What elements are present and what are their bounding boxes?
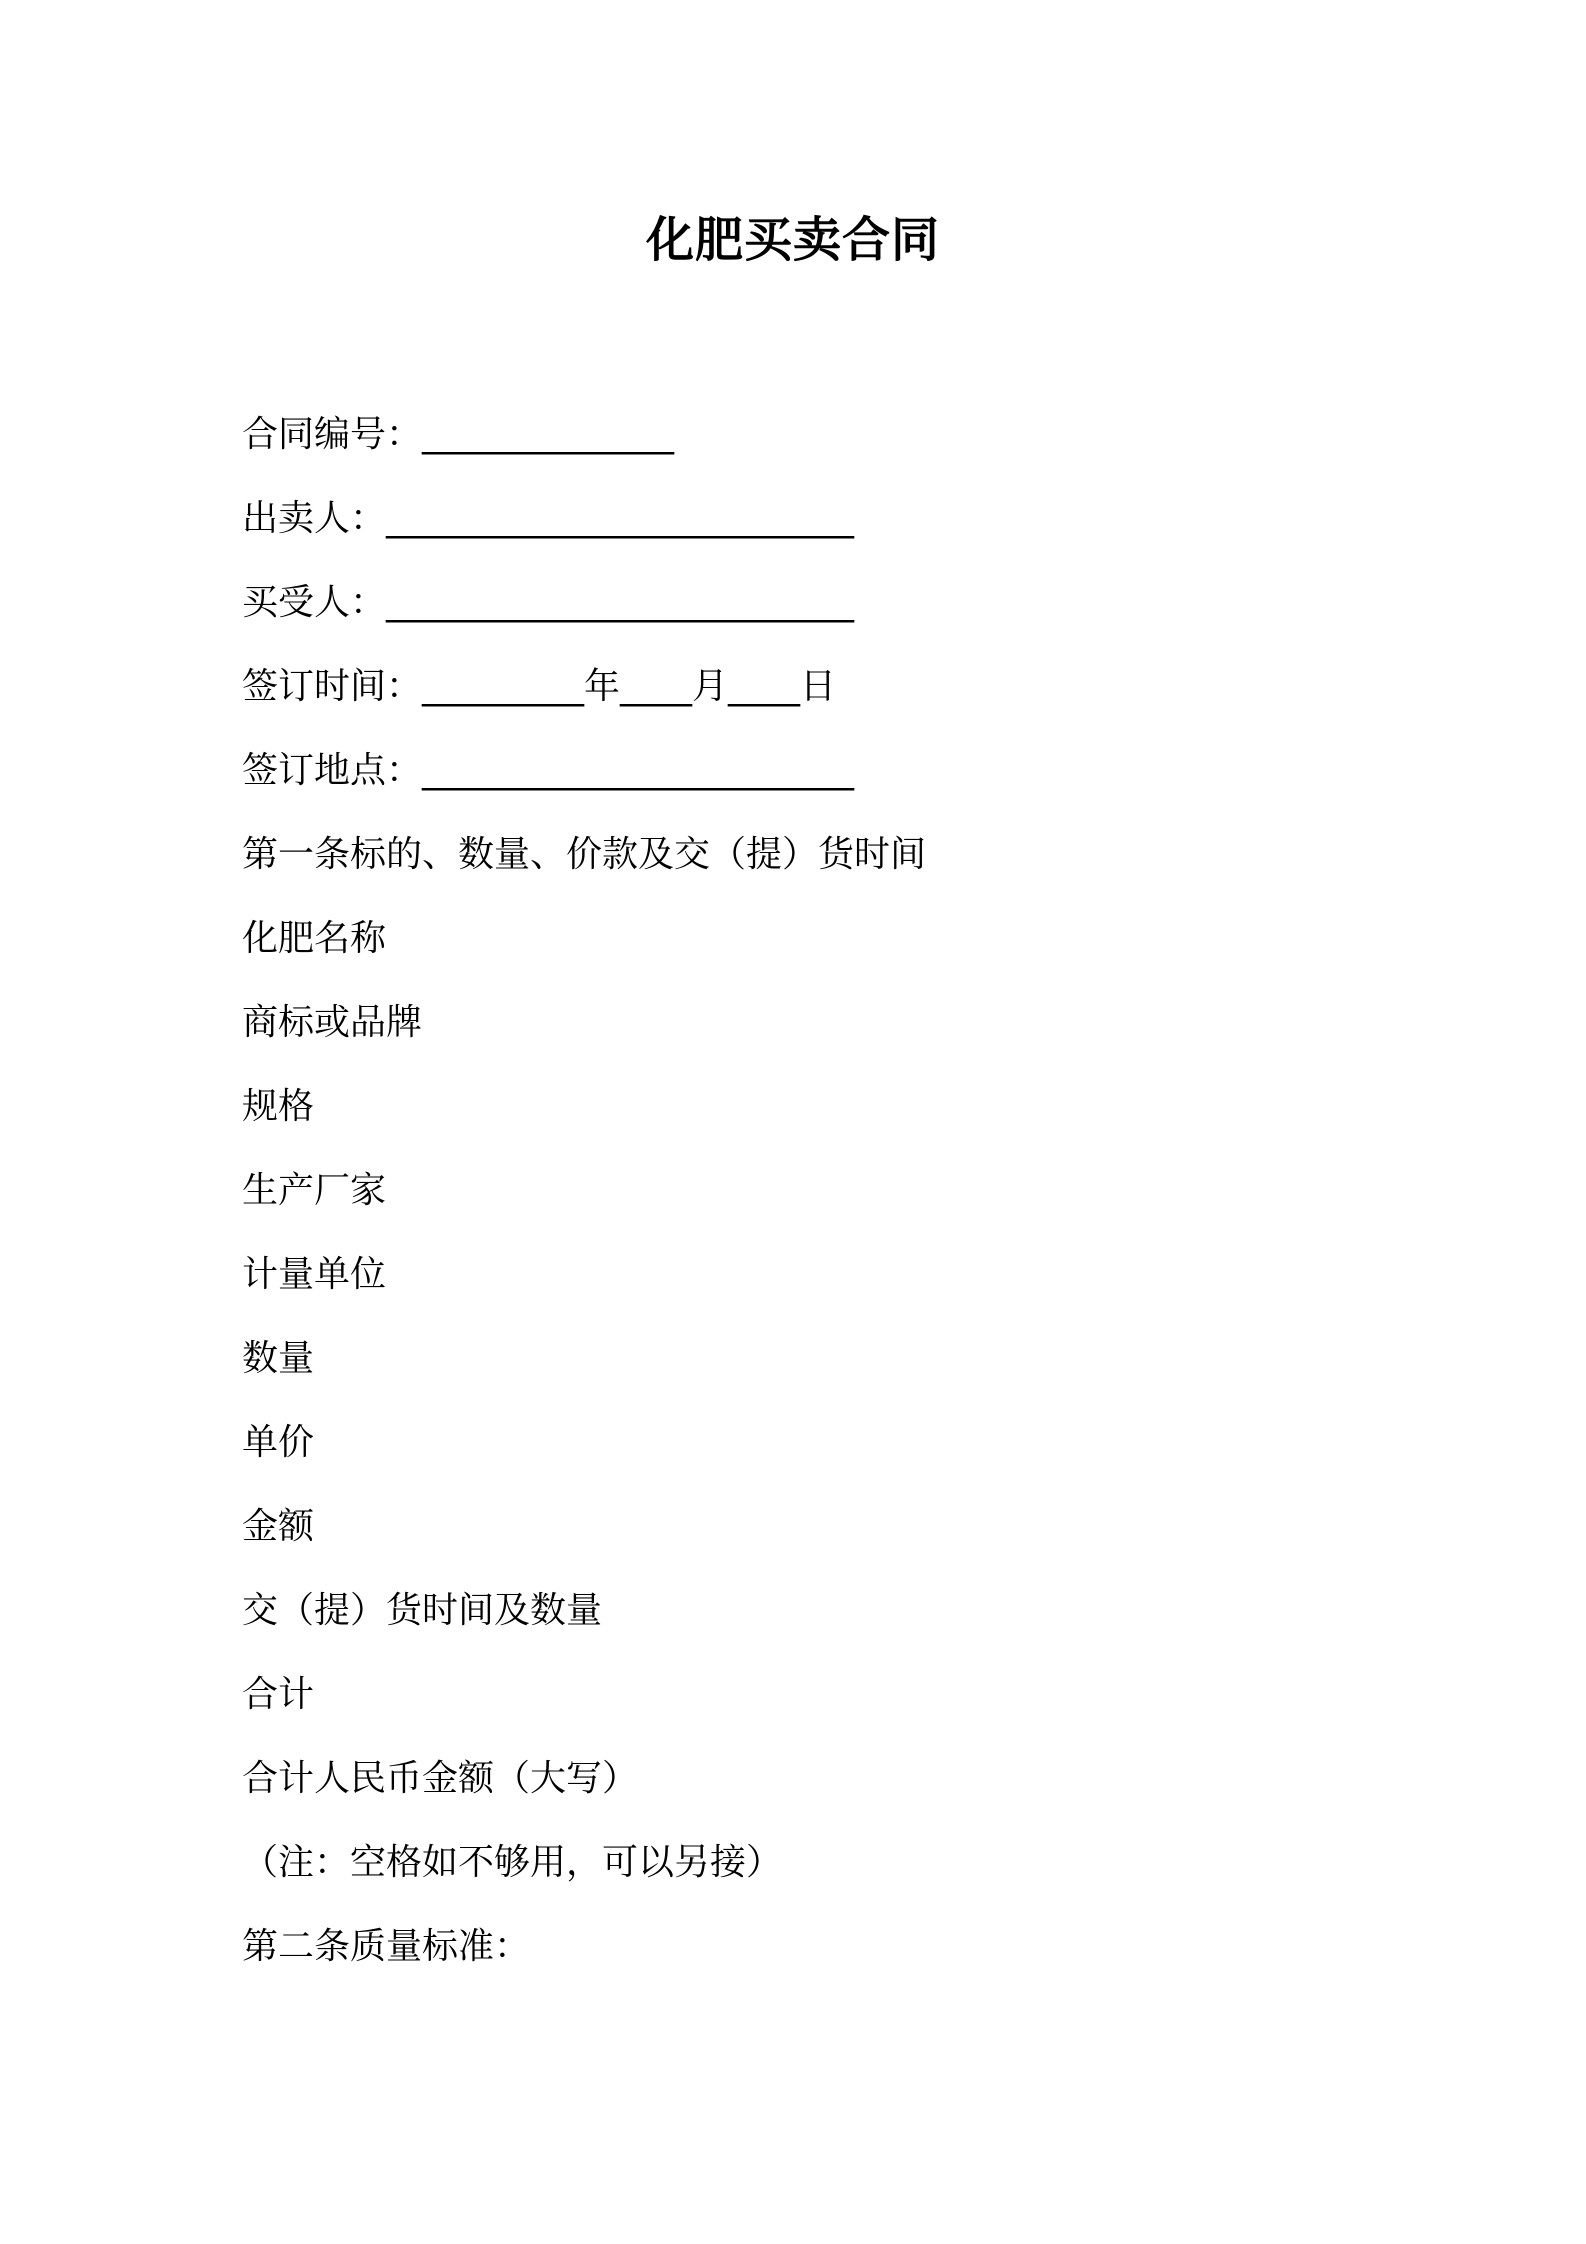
signing-place-line: 签订地点：________________________: [242, 750, 855, 791]
brand-line: 商标或品牌: [242, 1002, 423, 1043]
unit-price-line: 单价: [242, 1422, 315, 1463]
contract-number-line: 合同编号：______________: [242, 414, 675, 455]
document-title: 化肥买卖合同: [645, 212, 940, 268]
total-line: 合计: [242, 1674, 315, 1715]
manufacturer-line: 生产厂家: [242, 1170, 387, 1211]
note-line: （注：空格如不够用，可以另接）: [242, 1842, 783, 1883]
unit-line: 计量单位: [242, 1254, 387, 1295]
buyer-line: 买受人：__________________________: [242, 582, 855, 623]
fertilizer-name-line: 化肥名称: [242, 918, 387, 959]
article-two-heading: 第二条质量标准：: [242, 1926, 531, 1967]
seller-line: 出卖人：__________________________: [242, 498, 855, 539]
specification-line: 规格: [242, 1086, 315, 1127]
article-one-heading: 第一条标的、数量、价款及交（提）货时间: [242, 834, 927, 875]
total-rmb-line: 合计人民币金额（大写）: [242, 1758, 639, 1799]
delivery-time-line: 交（提）货时间及数量: [242, 1590, 603, 1631]
signing-date-line: 签订时间：_________年____月____日: [242, 666, 837, 707]
quantity-line: 数量: [242, 1338, 315, 1379]
amount-line: 金额: [242, 1506, 315, 1547]
